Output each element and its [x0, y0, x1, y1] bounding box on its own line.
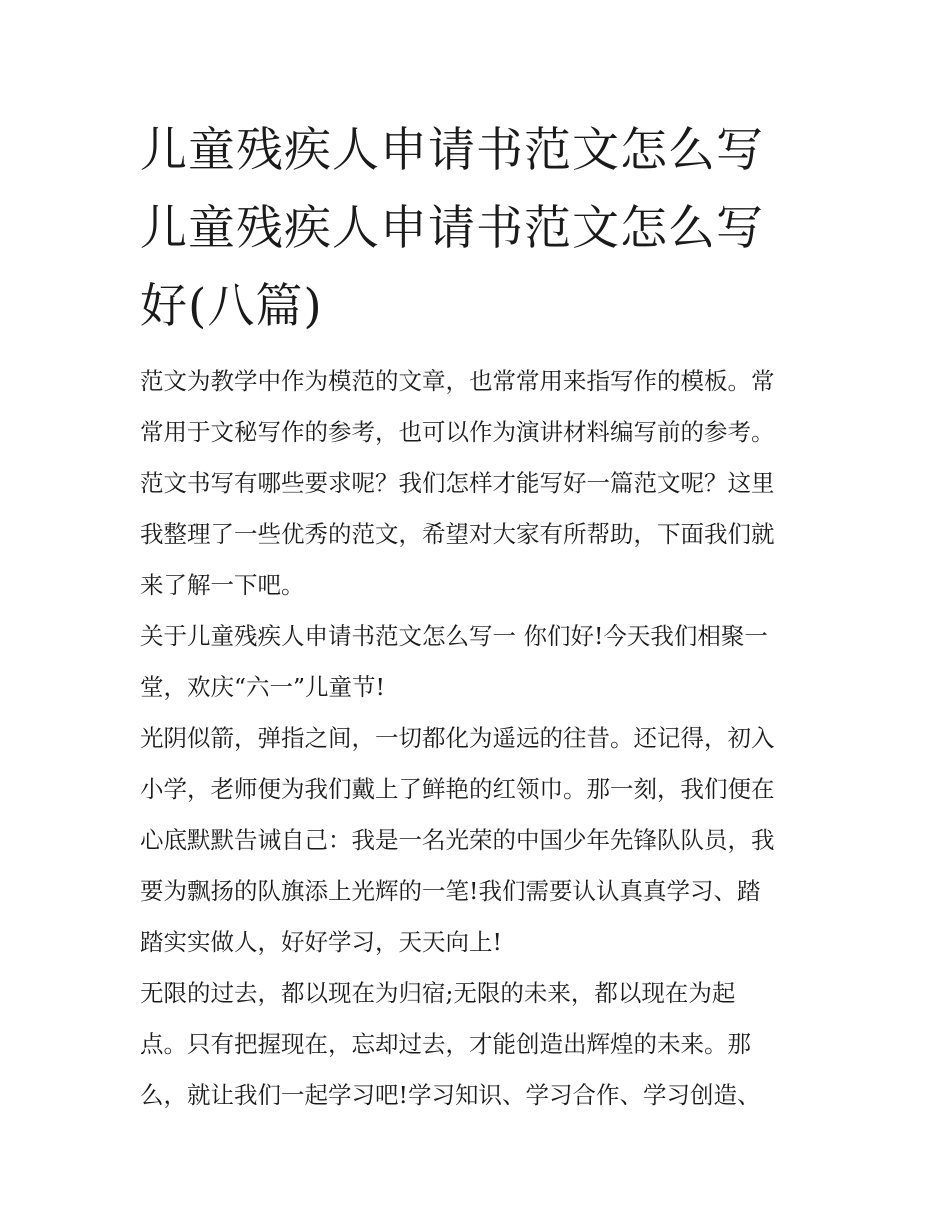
body-line: 光阴似箭，弹指之间，一切都化为遥远的往昔。还记得，初入	[140, 724, 775, 752]
body-line: 要为飘扬的队旗添上光辉的一笔!我们需要认认真真学习、踏	[140, 877, 761, 905]
title-line: 儿童残疾人申请书范文怎么写	[140, 123, 764, 178]
body-line: 心底默默告诫自己：我是一名光荣的中国少年先锋队队员，我	[140, 826, 775, 854]
body-line: 范文书写有哪些要求呢？我们怎样才能写好一篇范文呢？这里	[140, 469, 775, 497]
document-title	[140, 112, 820, 346]
body-line: 么，就让我们一起学习吧!学习知识、学习合作、学习创造、	[140, 1081, 761, 1109]
body-line: 我整理了一些优秀的范文，希望对大家有所帮助，下面我们就	[140, 520, 775, 548]
body-line: 点。只有把握现在，忘却过去，才能创造出辉煌的未来。那	[140, 1030, 751, 1058]
body-line: 踏实实做人，好好学习，天天向上!	[140, 928, 502, 956]
body-line: 范文为教学中作为模范的文章，也常常用来指写作的模板。常	[140, 367, 775, 395]
body-line: 堂，欢庆“六一”儿童节!	[140, 673, 385, 701]
document-body	[140, 356, 820, 1121]
title-line: 儿童残疾人申请书范文怎么写	[140, 201, 764, 256]
body-line: 无限的过去，都以现在为归宿;无限的未来，都以现在为起	[140, 979, 736, 1007]
body-line: 来了解一下吧。	[140, 571, 305, 599]
body-line: 小学，老师便为我们戴上了鲜艳的红领巾。那一刻，我们便在	[140, 775, 775, 803]
body-line: 常用于文秘写作的参考，也可以作为演讲材料编写前的参考。	[140, 418, 775, 446]
title-line: 好(八篇)	[140, 279, 323, 334]
body-line: 关于儿童残疾人申请书范文怎么写一 你们好!今天我们相聚一	[140, 622, 768, 650]
